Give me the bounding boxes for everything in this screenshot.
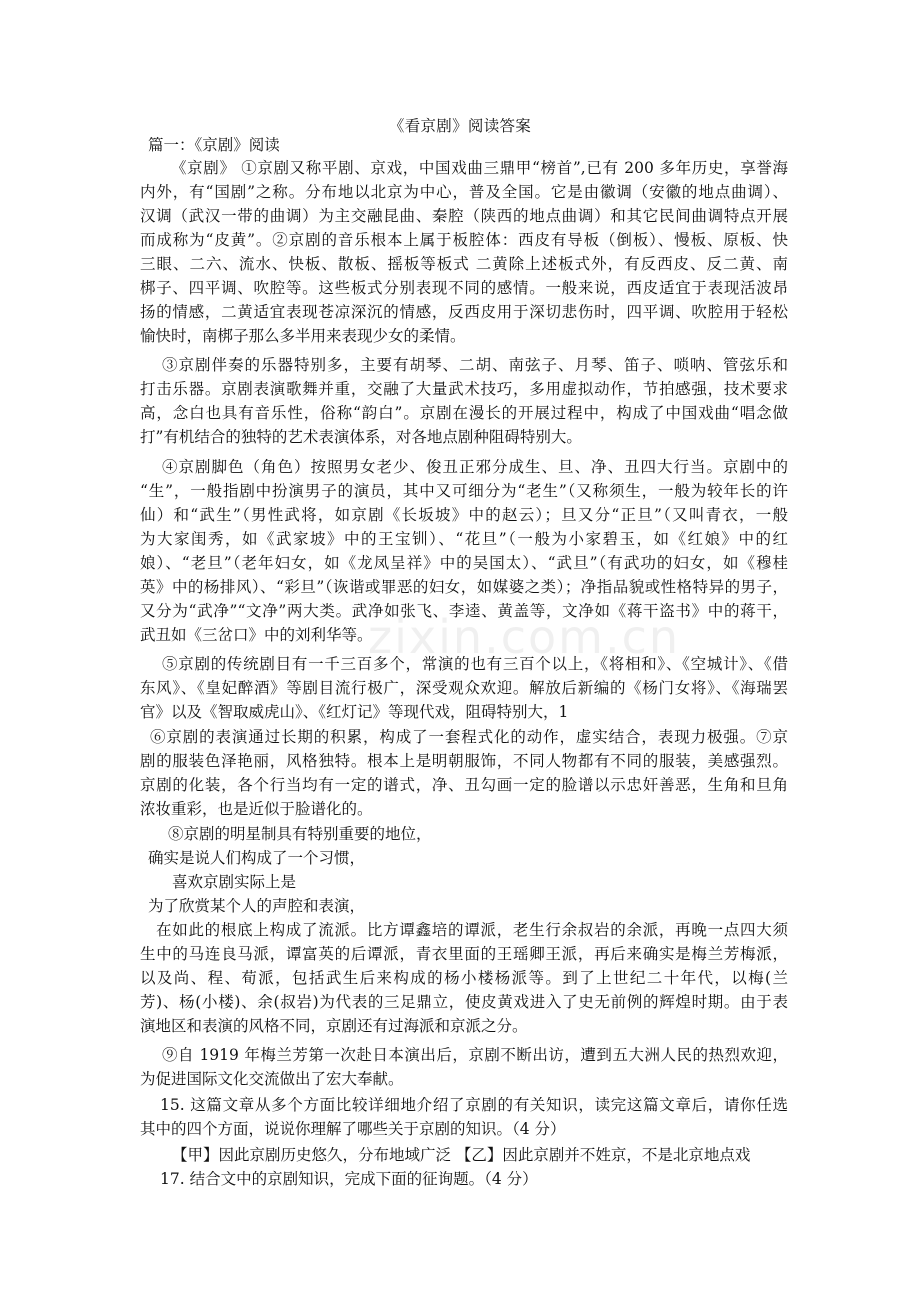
paragraph-line: 娘）、“老旦”（老年妇女，如《龙凤呈祥》中的吴国太）、“武旦”（有武功的妇女，如《穆桂 xyxy=(140,554,788,572)
paragraph-line: 扬的情感，二黄适宜表现苍凉深沉的情感，反西皮用于深切悲伤时，四平调、吹腔用于轻松 xyxy=(140,303,788,321)
paragraph-line: ⑨自 1919 年梅兰芳第一次赴日本演出后，京剧不断出访，遭到五大洲人民的热烈欢迎， xyxy=(162,1046,788,1064)
paragraph-line: 在如此的根底上构成了流派。比方谭鑫培的谭派，老生行余叔岩的余派，再晚一点四大须 xyxy=(156,921,788,939)
paragraph-line: 京剧的化装，各个行当均有一定的谱式，净、丑勾画一定的脸谱以示忠奸善恶，生角和旦角 xyxy=(140,776,788,794)
paragraph-line: 打击乐器。京剧表演歌舞并重，交融了大量武术技巧，多用虚拟动作，节拍感强，技术要求 xyxy=(140,380,788,398)
watermark: zixin.com.cn xyxy=(368,610,681,664)
paragraph-line: 汉调（武汉一带的曲调）为主交融昆曲、秦腔（陕西的地点曲调）和其它民间曲调特点开展 xyxy=(140,207,788,225)
paragraph-line: 确实是说人们构成了一个习惯， xyxy=(148,849,366,867)
paragraph-line: ③京剧伴奏的乐器特别多，主要有胡琴、二胡、南弦子、月琴、笛子、唢呐、管弦乐和 xyxy=(162,356,788,374)
paragraph-line: 芳)、杨(小楼)、余(叔岩)为代表的三足鼎立，使皮黄戏进入了史无前例的辉煌时期。由于表 xyxy=(140,993,788,1011)
paragraph-line: ⑤京剧的传统剧目有一千三百多个，常演的也有三百个以上，《将相和》、《空城计》、《借 xyxy=(162,655,788,673)
paragraph-line: ⑥京剧的表演通过长期的积累，构成了一套程式化的动作，虚实结合，表现力极强。⑦京 xyxy=(150,728,788,746)
document-title: 《看京剧》阅读答案 xyxy=(388,117,532,135)
paragraph-line: 为大家闺秀，如《武家坡》中的王宝钏）、“花旦”（一般为小家碧玉，如《红娘》中的红 xyxy=(140,530,788,548)
paragraph-line: 东风》、《皇妃醉酒》等剧目流行极广，深受观众欢迎。解放后新编的《杨门女将》、《海瑞罢 xyxy=(140,679,788,697)
question-15-cont: 其中的四个方面，说说你理解了哪些关于京剧的知识。（4 分） xyxy=(140,1120,566,1138)
paragraph-line: ④京剧脚色（角色）按照男女老少、俊丑正邪分成生、旦、净、丑四大行当。京剧中的 xyxy=(162,458,788,476)
question-15: 15. 这篇文章从多个方面比较详细地介绍了京剧的有关知识，读完这篇文章后，请你任选 xyxy=(160,1096,788,1114)
paragraph-line: 以及尚、程、荀派，包括武生后来构成的杨小楼杨派等。到了上世纪二十年代，以梅(兰 xyxy=(140,969,788,987)
paragraph-line: 演地区和表演的风格不同，京剧还有过海派和京派之分。 xyxy=(140,1017,528,1035)
answer-line: 【甲】因此京剧历史悠久，分布地域广泛 【乙】因此京剧并不姓京，不是北京地点戏 xyxy=(172,1146,751,1164)
paragraph-line: 官》以及《智取威虎山》、《红灯记》等现代戏，阻碍特别大，1 xyxy=(140,703,569,721)
paragraph-line: 生中的马连良马派，谭富英的后谭派，青衣里面的王瑶卿王派，再后来确实是梅兰芳梅派， xyxy=(140,945,788,963)
paragraph-line: ⑧京剧的明星制具有特别重要的地位， xyxy=(168,825,432,843)
paragraph-line: 为促进国际文化交流做出了宏大奉献。 xyxy=(140,1070,404,1088)
paragraph-line: 《京剧》 ①京剧又称平剧、京戏，中国戏曲三鼎甲“榜首”,已有 200 多年历史，享誉海 xyxy=(171,159,788,177)
paragraph-line: 浓妆重彩，也是近似于脸谱化的。 xyxy=(140,800,373,818)
section-heading: 篇一：《京剧》阅读 xyxy=(148,136,280,154)
paragraph-line: 英》中的杨排风）、“彩旦”（诙谐或罪恶的妇女，如媒婆之类）；净指品貌或性格特异的男子， xyxy=(140,578,788,596)
paragraph-line: 而成称为“皮黄”。②京剧的音乐根本上属于板腔体：西皮有导板（倒板）、慢板、原板、快 xyxy=(140,231,788,249)
paragraph-line: 剧的服装色泽艳丽，风格独特。根本上是明朝服饰，不同人物都有不同的服装，美感强烈。 xyxy=(140,752,788,770)
paragraph-line: “生”，一般指剧中扮演男子的演员，其中又可细分为“老生”（又称须生，一般为较年长的许 xyxy=(140,482,788,500)
paragraph-line: 喜欢京剧实际上是 xyxy=(172,873,297,891)
paragraph-line: 打”有机结合的独特的艺术表演体系，对各地点剧种阻碍特别大。 xyxy=(140,428,582,446)
paragraph-line: 为了欣赏某个人的声腔和表演， xyxy=(148,897,366,915)
paragraph-line: 内外，有“国剧”之称。分布地以北京为中心，普及全国。它是由徽调（安徽的地点曲调）、 xyxy=(140,183,788,201)
paragraph-line: 仙）和“武生”（男性武将，如京剧《长坂坡》中的赵云）；旦又分“正旦”（又叫青衣，一般 xyxy=(140,506,788,524)
question-17: 17. 结合文中的京剧知识，完成下面的征询题。（4 分） xyxy=(160,1170,538,1188)
paragraph-line: 梆子、四平调、吹腔等。这些板式分别表现不同的感情。一般来说，西皮适宜于表现活波昂 xyxy=(140,279,788,297)
paragraph-line: 高，念白也具有音乐性，俗称“韵白”。京剧在漫长的开展过程中，构成了中国戏曲“唱念做 xyxy=(140,404,788,422)
paragraph-line: 又分为“武净”“文净”两大类。武净如张飞、李逵、黄盖等，文净如《蒋干盗书》中的蒋干， xyxy=(140,602,788,620)
paragraph-line: 愉快时，南梆子那么多半用来表现少女的柔情。 xyxy=(140,327,466,345)
paragraph-line: 三眼、二六、流水、快板、散板、摇板等板式 二黄除上述板式外，有反西皮、反二黄、南 xyxy=(140,255,788,273)
paragraph-line: 武丑如《三岔口》中的刘利华等。 xyxy=(140,626,373,644)
